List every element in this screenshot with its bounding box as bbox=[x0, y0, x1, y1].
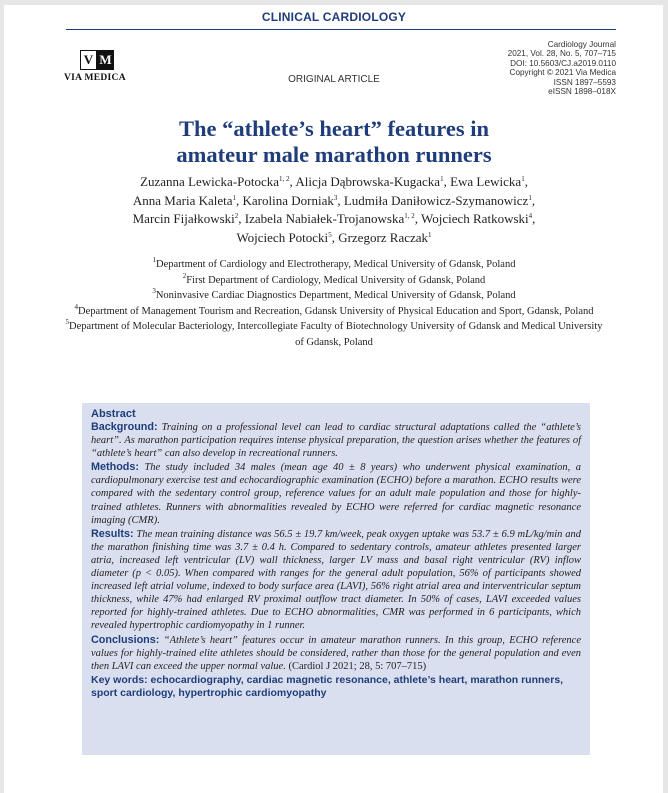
affiliation-number: 2 bbox=[182, 271, 187, 280]
author-separator: , bbox=[289, 174, 296, 189]
author-line bbox=[40, 210, 628, 229]
author-line bbox=[40, 229, 628, 248]
journal-info-line: eISSN 1898–018X bbox=[548, 87, 616, 97]
author-line bbox=[40, 173, 628, 192]
affiliation-text: First Department of Cardiology, Medical University of Gdansk, Poland bbox=[186, 274, 486, 286]
abstract-background-label: Background: bbox=[91, 421, 158, 433]
affiliation-text: Department of Management Tourism and Recreation, Gdansk University of Physical Education and Sport, Gdansk, Poland bbox=[77, 305, 594, 317]
author-affiliation-number: 2 bbox=[234, 212, 239, 221]
author-separator: , bbox=[531, 192, 536, 208]
abstract-keywords bbox=[91, 674, 581, 701]
author-affiliation-number: 1 bbox=[440, 175, 444, 183]
article-title-line: amateur male marathon runners bbox=[176, 142, 492, 167]
author-affiliation-number: 1 bbox=[428, 230, 432, 239]
affiliation bbox=[60, 257, 608, 273]
abstract-heading: Abstract bbox=[91, 408, 136, 420]
abstract-results bbox=[91, 528, 581, 633]
author-affiliation-number: 1 bbox=[528, 193, 532, 202]
author-affiliation-number: 3 bbox=[333, 193, 338, 202]
abstract-citation: (Cardiol J 2021; 28, 5: 707–715) bbox=[288, 660, 427, 672]
publisher-mark-m: M bbox=[97, 50, 114, 70]
author-name: Karolina Dorniak bbox=[242, 192, 334, 208]
journal-info bbox=[508, 40, 616, 96]
article-title-line: The “athlete’s heart” features in bbox=[179, 116, 489, 141]
affiliation-text: Department of Molecular Bacteriology, Intercollegiate Faculty of Biotechnology University of Gdansk and Medical University of Gdansk, Poland bbox=[68, 321, 603, 348]
publisher-mark bbox=[80, 50, 114, 70]
author-separator: , bbox=[238, 211, 245, 227]
author-name: Wojciech Ratkowski bbox=[421, 211, 529, 227]
journal-info-line: ISSN 1897–5593 bbox=[553, 77, 616, 87]
affiliation-list bbox=[60, 257, 608, 351]
journal-info-line: 2021, Vol. 28, No. 5, 707–715 bbox=[507, 49, 616, 59]
author-affiliation-number: 1 bbox=[521, 175, 525, 183]
author-separator: , bbox=[524, 174, 528, 189]
article-title bbox=[0, 116, 668, 168]
author-separator: , bbox=[331, 229, 339, 245]
author-name: Wojciech Potocki bbox=[236, 229, 329, 245]
keywords-label: Key words: bbox=[91, 673, 148, 686]
abstract-results-label: Results: bbox=[91, 527, 134, 540]
affiliation-text: Department of Cardiology and Electrotherapy, Medical University of Gdansk, Poland bbox=[156, 259, 516, 270]
author-line bbox=[40, 192, 628, 211]
author-separator: , bbox=[414, 211, 421, 227]
author-name: Zuzanna Lewicka-Potocka bbox=[140, 174, 280, 189]
publisher-mark-v: V bbox=[80, 50, 97, 70]
affiliation bbox=[60, 304, 608, 320]
abstract-methods-text: The study included 34 males (mean age 40 ± 8 years) who underwent physical examination, a cardiopulmonary exercise test and echocardiographic examination (ECHO) before a marathon. ECHO results were compared with the sedentary control group, reference values for an adult male population and those for highly-trained athletes. Runners with abnormalities revealed by ECHO were referred for cardiac magnetic resonance imaging (CMR). bbox=[91, 462, 581, 526]
author-affiliation-number: 4 bbox=[528, 212, 533, 221]
author-name: Izabela Nabiałek-Trojanowska bbox=[244, 211, 405, 227]
abstract-conclusions bbox=[91, 634, 581, 673]
affiliation-text: Noninvasive Cardiac Diagnostics Department, Medical University of Gdansk, Poland bbox=[155, 290, 516, 302]
author-separator: , bbox=[532, 211, 536, 227]
journal-info-line: DOI: 10.5603/CJ.a2019.0110 bbox=[510, 58, 616, 68]
affiliation-number: 4 bbox=[74, 302, 78, 311]
article-type: ORIGINAL ARTICLE bbox=[288, 74, 380, 85]
author-affiliation-number: 1, 2 bbox=[279, 175, 290, 183]
abstract-box bbox=[82, 403, 590, 755]
author-name: Marcin Fijałkowski bbox=[132, 211, 235, 227]
journal-info-line: Copyright © 2021 Via Medica bbox=[509, 68, 616, 78]
affiliation-number: 3 bbox=[152, 287, 156, 296]
affiliation bbox=[60, 273, 608, 289]
journal-info-line: Cardiology Journal bbox=[547, 40, 616, 49]
abstract-conclusions-label: Conclusions: bbox=[91, 633, 160, 646]
author-name: Grzegorz Raczak bbox=[338, 229, 429, 245]
keywords-text: echocardiography, cardiac magnetic resonance, athlete’s heart, marathon runners, sport cardiology, hypertrophic cardiomyopathy bbox=[91, 673, 564, 700]
author-name: Alicja Dąbrowska-Kugacka bbox=[295, 174, 441, 189]
affiliation bbox=[60, 319, 608, 350]
abstract-methods bbox=[91, 461, 581, 526]
author-separator: , bbox=[443, 174, 451, 189]
abstract-background-text: Training on a professional level can lead to cardiac structural adaptations called the “athlete’s heart”. As marathon participation requires intense physical preparation, the question arises whether the features of “athlete’s heart” can also develop in recreational runners. bbox=[91, 422, 581, 460]
author-name: Anna Maria Kaleta bbox=[132, 192, 233, 208]
section-label: CLINICAL CARDIOLOGY bbox=[261, 10, 407, 24]
abstract-background bbox=[91, 421, 581, 460]
author-name: Ewa Lewicka bbox=[450, 174, 522, 189]
author-affiliation-number: 1, 2 bbox=[404, 212, 415, 221]
author-separator: , bbox=[337, 192, 344, 208]
header-rule bbox=[66, 29, 616, 30]
abstract-results-text: The mean training distance was 56.5 ± 19.7 km/week, peak oxygen uptake was 53.7 ± 6.9 mL/kg/min and the marathon finishing time was 3.7 ± 0.4 h. Compared to sedentary controls, amateur athletes presented larger atria, increased left ventricular (LV) wall thickness, larger LV mass and basal right ventricular (RV) inflow diameter (p < 0.05). When compared with ranges for the general adult population, 56% of participants showed increased left atrial volume, indexed to body surface area (LAVI), 56% right atrial area and interventricular septum thickness, while 47% had enlarged RV proximal outflow tract diameter. In 50% of cases, LAVI exceeded values reported for highly-trained athletes. Due to ECHO abnormalities, CMR was performed in 6 participants, which revealed hypertrophic cardiomyopathy in 1 runner. bbox=[91, 528, 581, 632]
affiliation bbox=[60, 288, 608, 304]
affiliation-number: 5 bbox=[65, 318, 69, 327]
author-list bbox=[40, 173, 628, 247]
abstract-conclusions-text: “Athlete’s heart” features occur in amateur marathon runners. In this group, ECHO reference values for highly-trained elite athletes should be considered, rather than those for the general population and even then LAVI can exceed the upper normal value. bbox=[91, 634, 581, 672]
publisher-logo-text: VIA MEDICA bbox=[64, 73, 126, 83]
abstract-methods-label: Methods: bbox=[91, 461, 139, 474]
author-affiliation-number: 5 bbox=[328, 230, 332, 239]
author-affiliation-number: 1 bbox=[232, 193, 237, 202]
author-separator: , bbox=[236, 192, 243, 208]
affiliation-number: 1 bbox=[152, 256, 157, 264]
page-frame-top bbox=[0, 0, 668, 5]
author-name: Ludmiła Daniłowicz-Szymanowicz bbox=[343, 192, 529, 208]
